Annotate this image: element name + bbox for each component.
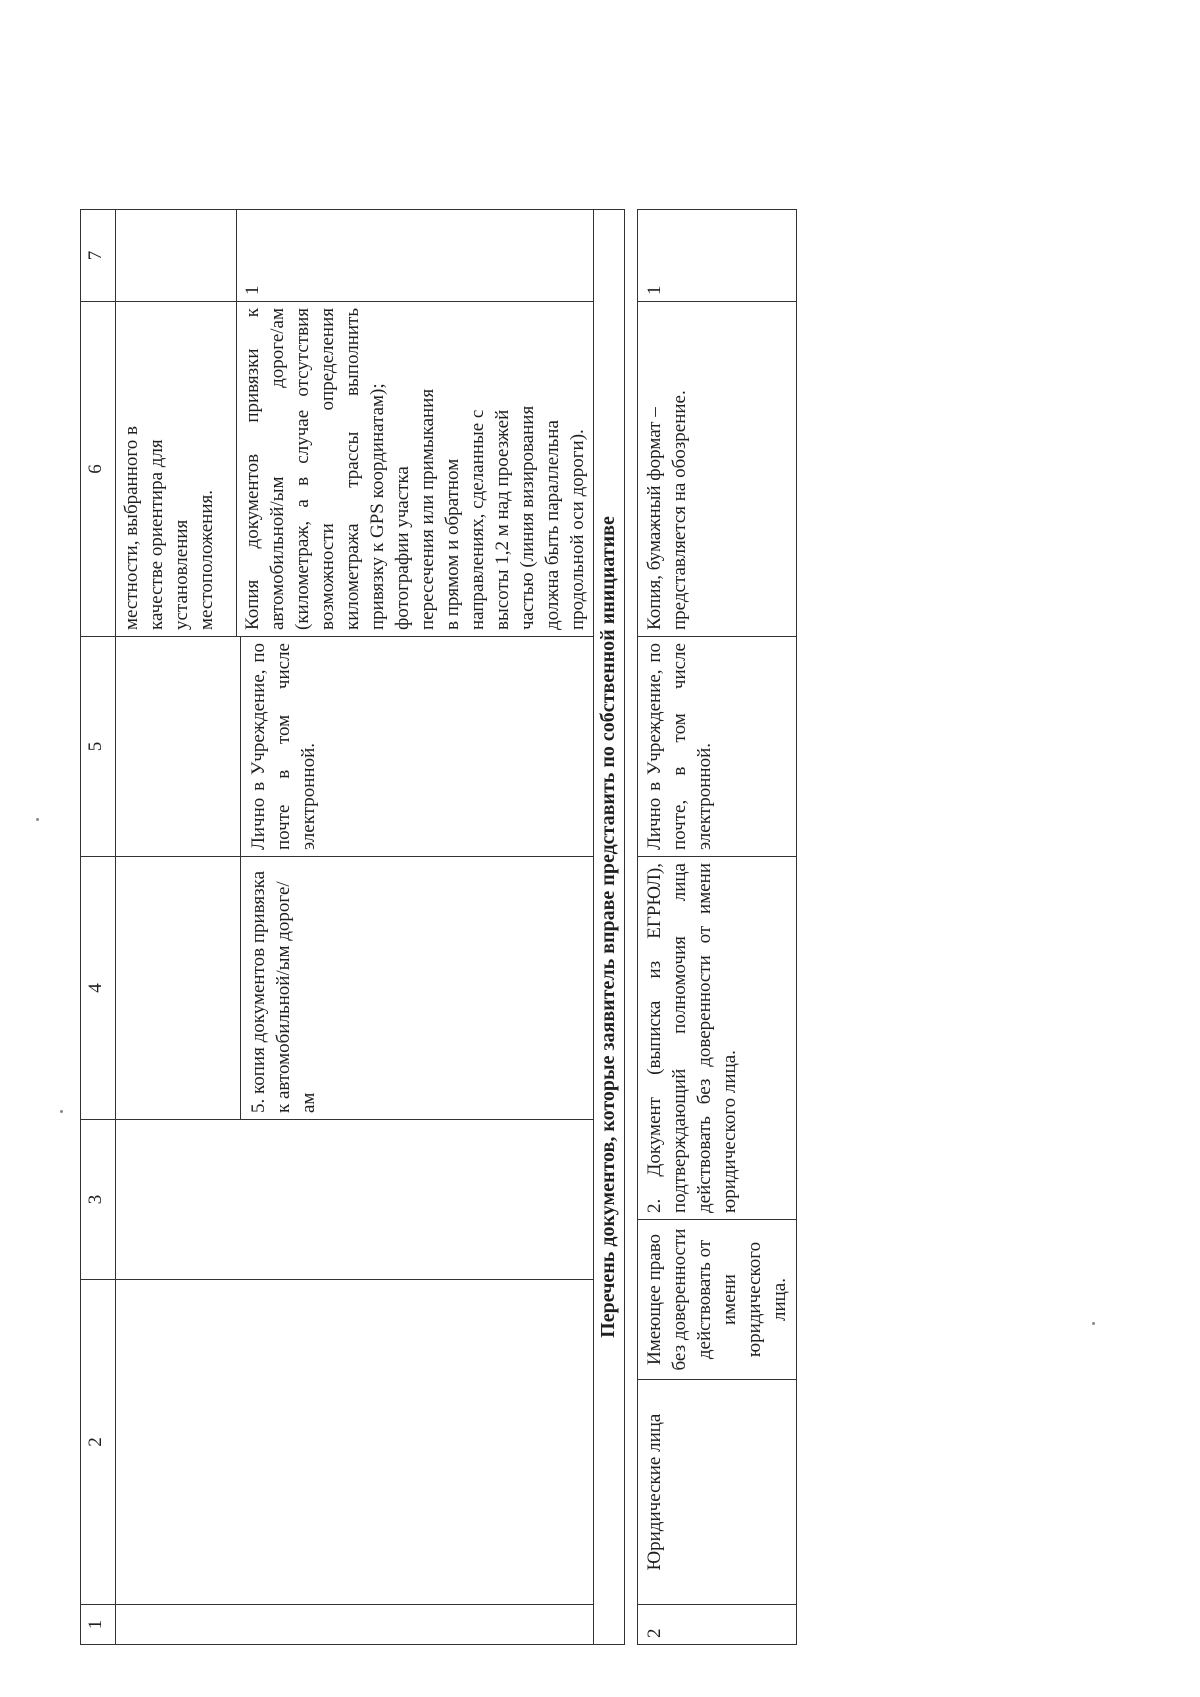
empty-cell <box>116 1605 594 1645</box>
text-line: качестве ориентира для <box>146 439 167 630</box>
text-line: направлениях, сделанные с <box>467 409 488 630</box>
text-line: высоты 1,2 м над проезжей <box>492 409 513 630</box>
column-number: 4 <box>81 857 116 1120</box>
row5-method: Лично в Учреждение, по почте в том числе электронной. <box>240 637 321 856</box>
scan-speck <box>60 1110 63 1113</box>
text-line: установления <box>171 519 192 630</box>
text-line: частью (линия визирования <box>517 405 538 630</box>
column-number: 5 <box>81 637 116 857</box>
text-line: должна быть параллельна <box>542 420 563 630</box>
row5-form <box>237 302 594 637</box>
document-cell <box>116 857 594 1120</box>
row2-method: Лично в Учреждение, по почте, в том числе электронной. <box>638 637 797 857</box>
column-number: 1 <box>81 1605 116 1645</box>
applicant-category: Юридические лица <box>638 1380 797 1605</box>
column-number: 3 <box>81 1120 116 1280</box>
text-line: в прямом и обратном <box>442 458 463 630</box>
section-title: Перечень документов, которые заявитель вправе представить по собственной инициативе <box>594 210 625 1645</box>
column-number: 6 <box>81 302 116 637</box>
row-number: 2 <box>638 1605 797 1645</box>
documents-table-2 <box>637 209 797 1645</box>
text-line: продольной оси дороги). <box>567 429 588 630</box>
row5-qty: 1 <box>237 210 594 302</box>
empty-cell <box>116 1280 594 1605</box>
text-line: пересечения или примыкания <box>417 388 438 630</box>
text-line: местоположения. <box>196 490 217 630</box>
rotated-page <box>80 125 840 1645</box>
column-number: 7 <box>81 210 116 302</box>
row-2 <box>638 210 797 1645</box>
continuation-text <box>116 302 237 637</box>
continuation-row <box>116 210 237 1645</box>
column-number: 2 <box>81 1280 116 1605</box>
empty-cell <box>116 210 237 302</box>
empty-cell <box>116 1120 594 1280</box>
column-number-row <box>81 210 116 1645</box>
text-line: фотографии участка <box>392 466 413 630</box>
scan-speck <box>1092 1322 1095 1325</box>
row2-document: 2. Документ (выписка из ЕГРЮЛ), подтверждающий полномочия лица действовать без доверенности от имени юридического лица. <box>638 857 797 1220</box>
text-line: местности, выбранного в <box>121 426 142 630</box>
representative: Имеющее право без доверенности действовать от имени юридического лица. <box>638 1220 797 1380</box>
text-line: Копия документов привязки к автомобильной/ым дороге/ам (километраж, а в случае отсутствия возможности определения километража трассы выполнить привязку к GPS координатам); <box>242 308 388 630</box>
row2-qty: 1 <box>638 210 797 302</box>
scan-speck <box>36 818 39 821</box>
documents-table <box>80 209 625 1645</box>
row5-document: 5. копия документов привязка к автомобильной/ым дороге/ам <box>240 857 321 1119</box>
section-row <box>594 210 625 1645</box>
method-cell <box>116 637 594 857</box>
row2-form: Копия, бумажный формат – представляется на обозрение. <box>638 302 797 637</box>
